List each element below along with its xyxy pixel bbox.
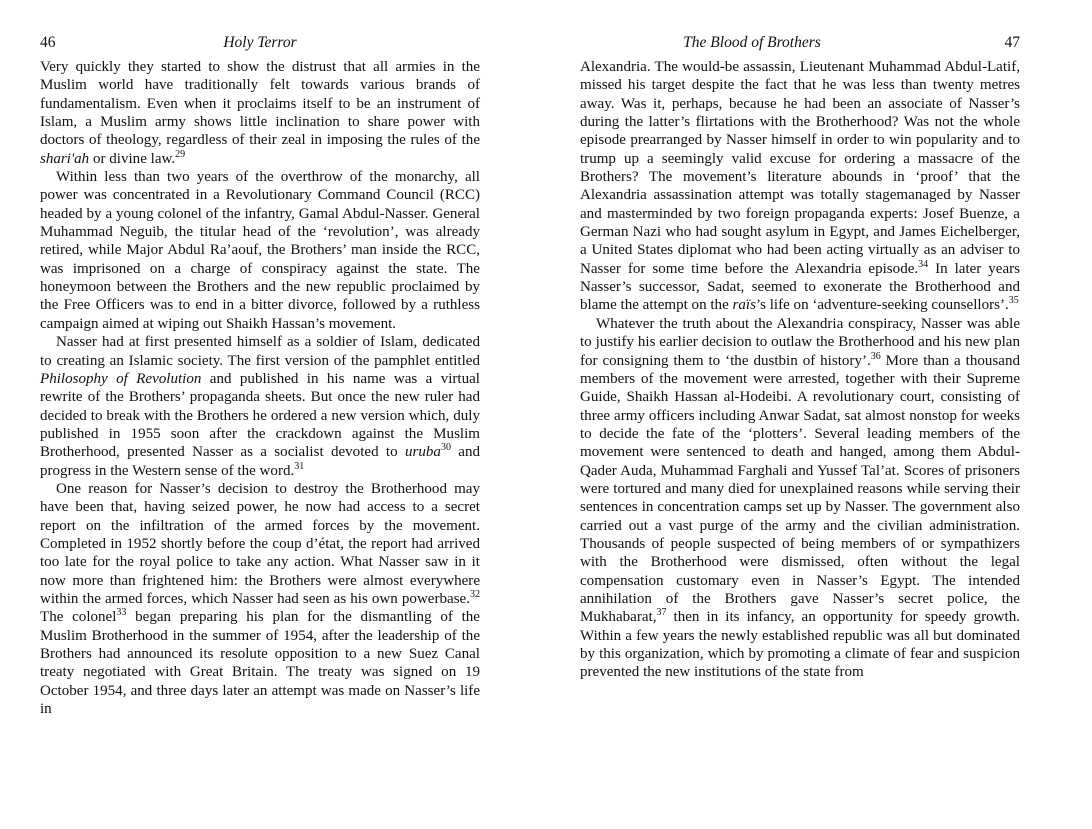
text-run: then in its infancy, an opportunity for speedy growth. Within a few years the newly established republic was all but dominated by this organization, which by promoting a climate of fear and suspicion prevented the new institutions of the state from	[580, 609, 1020, 681]
footnote-marker: 32	[470, 588, 480, 600]
left-page	[40, 34, 480, 718]
paragraph	[580, 58, 1020, 315]
text-run: Very quickly they started to show the distrust that all armies in the Muslim world have traditionally felt towards various brands of fundamentalism. Even when it proclaims itself to be an instrument of Islam, a Muslim army shows little inclination to share power with doctors of theology, regardless of their zeal in imposing the rules of the	[40, 59, 480, 149]
text-run: Nasser had at first presented himself as a soldier of Islam, dedicated to creating an Islamic society. The first version of the pamphlet entitled	[40, 334, 480, 369]
text-run: The colonel	[40, 609, 117, 626]
text-run: Alexandria. The would-be assassin, Lieutenant Muhammad Abdul-Latif, missed his target despite the fact that he was less than twenty metres away. Was it, perhaps, because he had been an associate of Nasser’s during the latter’s flirtations with the Brotherhood? Was not the whole episode prearranged by Nasser himself in order to win popularity and to trump up a seemingly valid excuse for ordering a massacre of the Brothers? The movement’s literature abounds in ‘proof’ that the Alexandria assassination attempt was totally stagemanaged by Nasser and masterminded by two foreign propaganda experts: Josef Buenze, a German Nazi who had sought asylum in Egypt, and James Eichelberger, a United States diplomat who had been acting virtually as an adviser to Nasser for some time before the Alexandria episode.	[580, 59, 1020, 277]
text-run: ’s life on ‘adventure-seeking counsellors’.	[755, 297, 1009, 314]
text-run: Within less than two years of the overthrow of the monarchy, all power was concentrated in a Revolutionary Command Council (RCC) headed by a young colonel of the infantry, Gamal Abdul-Nasser. General Muhammad Neguib, the titular head of the ‘revolution’, was already retired, while Major Abdul Ra’aouf, the Brothers’ man inside the RCC, was imprisoned on a charge of conspiracy against the state. The honeymoon between the Brothers and the new republic proclaimed by the Free Officers was to end in a bitter divorce, followed by a ruthless campaign aimed at wiping out Shaikh Hassan’s movement.	[40, 169, 480, 332]
text-run: More than a thousand members of the movement were arrested, together with their Supreme Guide, Shaikh Hassan al-Hodeibi. A revolutionary court, consisting of three army officers including Anwar Sadat, sat almost nonstop for weeks to decide the fate of the ‘plotters’. Several leading members of the movement were sentenced to death and hanged, among them Abdul-Qader Auda, Muhammad Farghali and Yussef Tal’at. Scores of prisoners were tortured and many died for unexplained reasons while serving their sentences in concentration camps set up by Nasser. The government also carried out a vast purge of the army and the civilian administration. Thousands of people suspected of being members of or sympathizers with the Brotherhood were dismissed, often without the legal compensation customary even in Nasser’s Egypt. The intended annihilation of the Brothers gave Nasser’s secret police, the Mukhabarat,	[580, 352, 1020, 626]
text-run: One reason for Nasser’s decision to destroy the Brotherhood may have been that, having seized power, he now had access to a secret report on the infiltration of the armed forces by the movement. Completed in 1952 shortly before the coup d’état, the report had arrived too late for the royal police to take any action. What Nasser saw in it now more than frightened him: the Brothers were almost everywhere within the armed forces, which Nasser had seen as his own powerbase.	[40, 480, 480, 607]
left-page-number: 46	[40, 34, 56, 51]
text-run: began preparing his plan for the dismantling of the Muslim Brotherhood in the summer of 1954, after the leadership of the Brothers had announced its resolute opposition to a new Suez Canal treaty negotiated with Great Britain. The treaty was signed on 19 October 1954, and three days later an attempt was made on Nasser’s life in	[40, 609, 480, 718]
right-page	[580, 34, 1020, 682]
text-run: and progress in the Western sense of the word.	[40, 444, 480, 479]
right-page-header	[580, 34, 1020, 56]
text-run: In later years Nasser’s successor, Sadat, seemed to exonerate the Brotherhood and blame the attempt on the	[580, 260, 1020, 314]
paragraph	[40, 333, 480, 480]
italic-text: Philosophy of Revolution	[40, 370, 202, 387]
text-run: and published in his name was a virtual rewrite of the Brothers’ propaganda sheets. But once the new ruler had decided to break with the Brothers he ordered a new version which, duly published in 1955 soon after the crackdown against the Muslim Brotherhood, presented Nasser as a socialist devoted to	[40, 370, 480, 461]
right-page-body	[580, 58, 1020, 682]
right-page-number: 47	[1004, 34, 1020, 51]
footnote-marker: 29	[175, 148, 186, 160]
paragraph	[40, 480, 480, 718]
paragraph	[40, 58, 480, 168]
text-run: Whatever the truth about the Alexandria conspiracy, Nasser was able to justify his earlier decision to outlaw the Brotherhood and his new plan for consigning them to ‘the dustbin of history’.	[580, 315, 1020, 369]
italic-text: uruba	[404, 444, 441, 461]
footnote-marker: 34	[918, 258, 929, 270]
footnote-marker: 33	[116, 607, 127, 619]
footnote-marker: 31	[294, 460, 305, 472]
left-page-body	[40, 58, 480, 718]
footnote-marker: 35	[1008, 295, 1019, 307]
italic-text: shari'ah	[40, 150, 90, 167]
italic-text: raïs	[732, 297, 756, 314]
footnote-marker: 30	[440, 442, 451, 454]
left-page-header	[40, 34, 480, 56]
left-running-title: Holy Terror	[223, 34, 297, 51]
paragraph	[580, 315, 1020, 682]
footnote-marker: 36	[870, 350, 881, 362]
text-run: or divine law.	[89, 150, 176, 167]
paragraph	[40, 168, 480, 333]
right-running-title: The Blood of Brothers	[683, 34, 821, 51]
footnote-marker: 37	[656, 607, 667, 619]
